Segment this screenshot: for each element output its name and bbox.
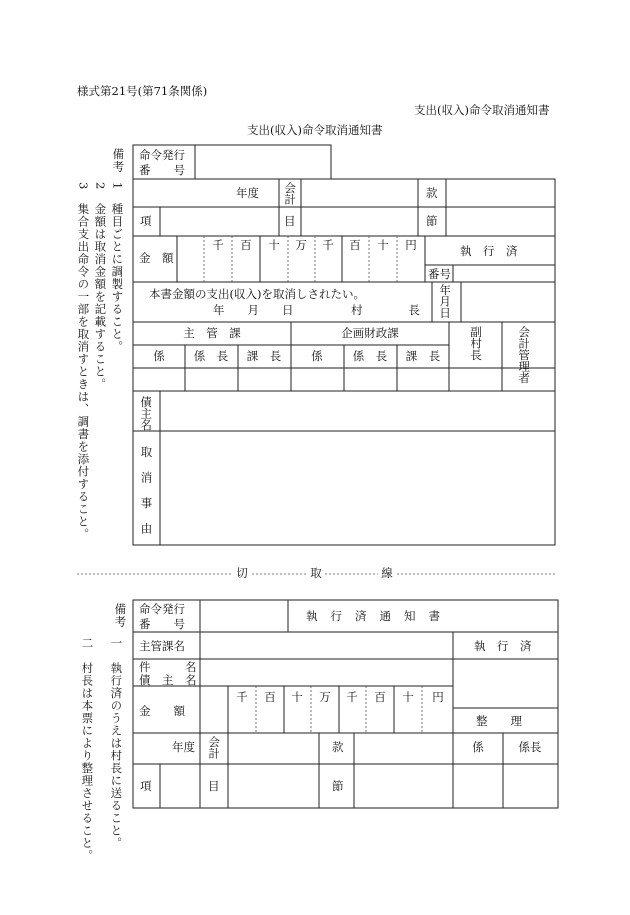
lower-kaikei: 会計 bbox=[207, 736, 222, 759]
upper-biko-label: 備考 bbox=[111, 148, 126, 173]
lower-digit-man: 万 bbox=[319, 690, 331, 704]
upper-digit-man: 万 bbox=[295, 238, 307, 252]
upper-kou: 項 bbox=[140, 214, 152, 228]
lower-digit-hyaku: 百 bbox=[264, 690, 276, 704]
lower-kakari: 係 bbox=[472, 740, 484, 754]
upper-order-no-label-1: 命令発行 bbox=[139, 148, 185, 162]
upper-nendo: 年度 bbox=[236, 186, 259, 200]
upper-saimu-name: 債主名 bbox=[139, 396, 154, 431]
lower-title: 執行済通知書 bbox=[306, 609, 453, 623]
lower-nendo: 年度 bbox=[172, 740, 195, 754]
lower-digit-sen2: 千 bbox=[346, 690, 358, 704]
lower-note-2: 二 村長は本票により整理させること。 bbox=[80, 637, 95, 862]
upper-digit-hyaku2: 百 bbox=[349, 238, 361, 252]
upper-kan: 款 bbox=[426, 186, 438, 200]
upper-shukan-ka: 主 管 課 bbox=[183, 326, 241, 340]
lower-kakari-cho: 係長 bbox=[518, 740, 542, 754]
lower-note-1: 一 執行済のうえは村長に送ること。 bbox=[109, 637, 124, 850]
upper-bangou: 番号 bbox=[428, 267, 451, 281]
lower-kingaku: 金 額 bbox=[139, 704, 185, 718]
upper-kaikei: 会計 bbox=[283, 182, 298, 205]
cut-line-1: 切 bbox=[236, 566, 248, 580]
upper-kikaku-ka: 企画財政課 bbox=[341, 326, 399, 340]
upper-moku: 目 bbox=[284, 214, 296, 228]
upper-torikeshi-jiyu: 取消事由 bbox=[139, 446, 154, 548]
lower-shikko-zumi: 執 行 済 bbox=[474, 639, 532, 653]
upper-digit-juu2: 十 bbox=[377, 238, 389, 252]
lower-order-no-label-2: 番 号 bbox=[139, 617, 185, 631]
lower-kenmei: 件 名 bbox=[139, 660, 197, 674]
lower-setsu: 節 bbox=[332, 779, 344, 793]
lower-digit-juu2: 十 bbox=[402, 690, 414, 704]
upper-setsu: 節 bbox=[426, 214, 438, 228]
upper-date-line: 年 月 日 村 長 bbox=[213, 303, 420, 317]
upper-request-text: 本書金額の支出(収入)を取消しされたい。 bbox=[149, 287, 365, 301]
lower-order-no-label-1: 命令発行 bbox=[139, 602, 185, 616]
upper-digit-juu: 十 bbox=[268, 238, 280, 252]
lower-kan: 款 bbox=[332, 740, 344, 754]
cut-line-2: 取 bbox=[310, 566, 322, 580]
upper-note-3: 3 集合支出命令の一部を取消すときは、調書を添付すること。 bbox=[76, 182, 91, 541]
upper-staff-kacho-2: 課 長 bbox=[405, 349, 441, 363]
lower-digit-juu: 十 bbox=[291, 690, 303, 704]
upper-digit-yen: 円 bbox=[405, 238, 417, 252]
upper-digit-hyaku: 百 bbox=[240, 238, 252, 252]
upper-staff-kakaricho-2: 係 長 bbox=[352, 349, 388, 363]
upper-staff-kakari-2: 係 bbox=[311, 349, 323, 363]
upper-order-no-label-2: 番 号 bbox=[139, 163, 185, 177]
lower-moku: 目 bbox=[208, 779, 220, 793]
lower-saimu-mei: 債 主 名 bbox=[139, 673, 197, 687]
lower-seiri: 整 理 bbox=[476, 714, 522, 728]
lower-shukan-ka-mei: 主管課名 bbox=[139, 639, 185, 653]
lower-digit-yen: 円 bbox=[432, 690, 444, 704]
upper-kingaku: 金 額 bbox=[139, 251, 174, 265]
upper-note-1: 1 種目ごとに調製すること。 bbox=[110, 182, 125, 353]
upper-staff-kakari: 係 bbox=[153, 349, 165, 363]
upper-staff-kakaricho: 係 長 bbox=[193, 349, 229, 363]
upper-digit-sen2: 千 bbox=[322, 238, 334, 252]
lower-kou: 項 bbox=[140, 779, 152, 793]
upper-date-side: 年月日 bbox=[438, 284, 453, 319]
lower-biko-label: 備考 bbox=[113, 603, 128, 628]
lower-digit-sen: 千 bbox=[236, 690, 248, 704]
upper-staff-kacho: 課 長 bbox=[246, 349, 282, 363]
upper-fuku-soncho: 副村長 bbox=[469, 326, 484, 361]
doc-type-label: 支出(収入)命令取消通知書 bbox=[414, 103, 550, 117]
cut-line-3: 線 bbox=[381, 566, 393, 580]
lower-digit-hyaku2: 百 bbox=[374, 690, 386, 704]
upper-digit-sen: 千 bbox=[212, 238, 224, 252]
form-number: 様式第21号(第71条関係) bbox=[77, 84, 208, 98]
upper-kaikei-kanrisha: 会計管理者 bbox=[517, 326, 532, 384]
upper-note-2: 2 金額は取消金額を記載すること。 bbox=[93, 182, 108, 391]
page-title: 支出(収入)命令取消通知書 bbox=[247, 123, 383, 137]
upper-shikko-zumi: 執 行 済 bbox=[460, 244, 518, 258]
